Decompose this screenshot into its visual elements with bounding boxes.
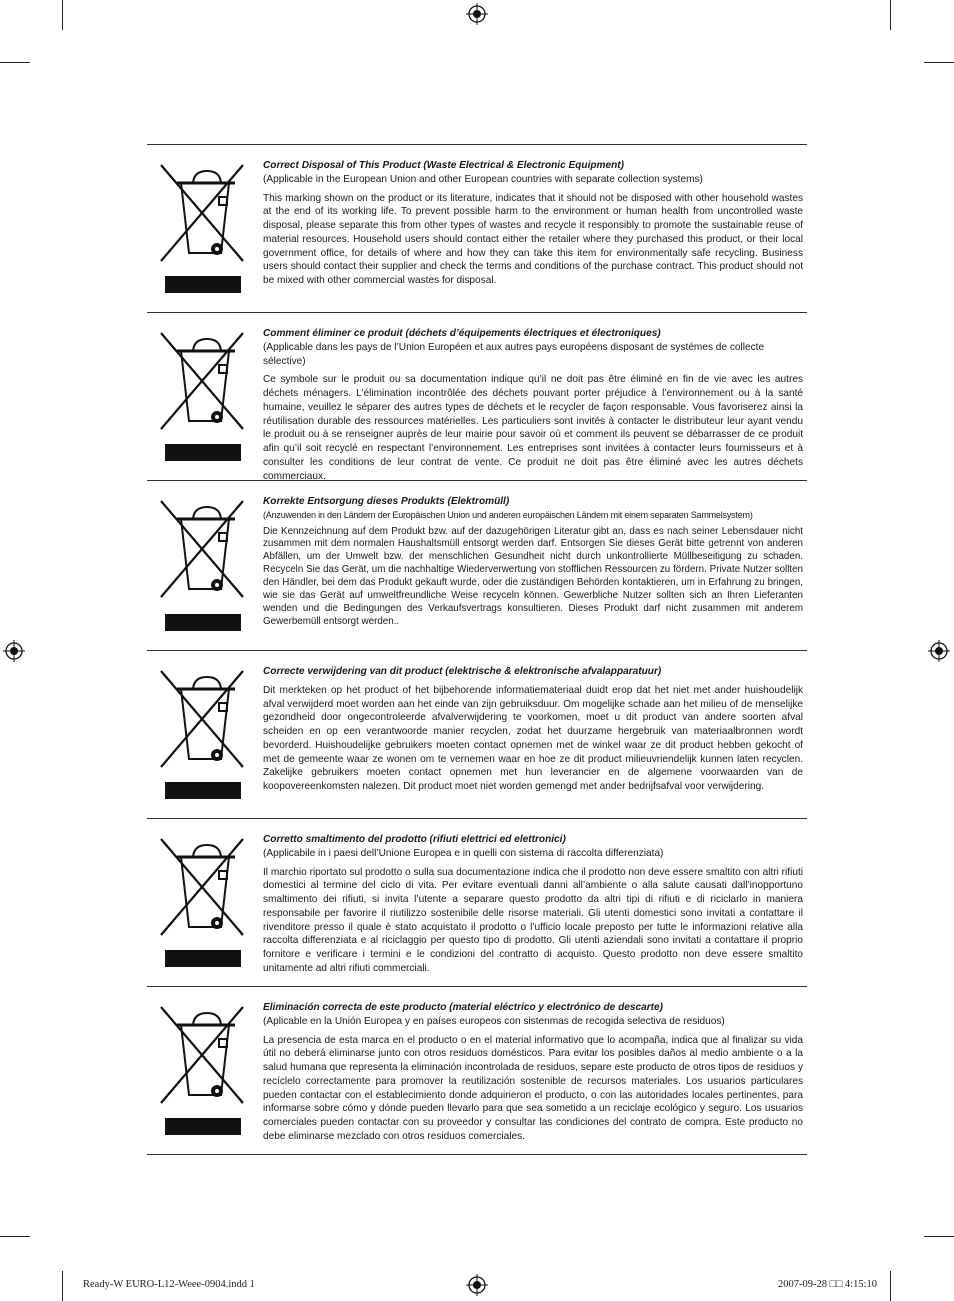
crossed-out-wheelie-bin-icon: [155, 329, 249, 439]
registration-mark-icon: [3, 640, 25, 662]
crossed-out-wheelie-bin-icon: [155, 835, 249, 945]
section-title: Corretto smaltimento del prodotto (rifiuti elettrici ed elettronici): [263, 834, 566, 845]
footer-filename: Ready-W EURO-L12-Weee-0904.indd 1: [83, 1279, 255, 1290]
section-body: Dit merkteken op het product of het bijbehorende informatiemateriaal duidt erop dat het niet met ander huishoudelijk afval verwijderd moet worden aan het einde van zijn gebruiksduur. Om mogelijke schade aan het milieu of de menselijke gezondheid door ongecontroleerde afvalverwijdering te voorkomen, moet u dit product van andere soorten afval scheiden en op een verantwoorde manier recyclen, zodat het duurzame hergebruik van materiaalbronnen wordt bevorderd. Huishoudelijke gebruikers moeten contact opnemen met de winkel waar ze dit product hebben gekocht of met de gemeente waar ze wonen om te vernemen waar en hoe ze dit product milieuvriendelijk kunnen laten recyclen. Zakelijke gebruikers moeten contact opnemen met hun leverancier en de algemene voorwaarden van de koopovereenkomsten nalezen. Dit product moet niet worden gemengd met ander bedrijfsafval voor verwijdering.: [263, 684, 803, 792]
section-body: La presencia de esta marca en el producto o en el material informativo que lo acompaña, indica que al finalizar su vida útil no deberá eliminarse junto con otros residuos domésticos. Para evitar los posibles daños al medio ambiente o a la salud humana que representa la eliminación incontrolada de residuos, separe este producto de otros tipos de residuos y recíclelo correctamente para promover la reutilización sostenible de recursos materiales. Los usuarios particulares pueden contactar con el establecimiento donde adquirieron el producto, o con las autoridades locales pertinentes, para informarse sobre cómo y dónde pueden llevarlo para que sea sometido a un reciclaje ecológico y seguro. Los usuarios comerciales pueden contactar con su proveedor y consultar las condiciones del contrato de compra. Este producto no debe eliminarse mezclado con otros residuos comerciales.: [263, 1034, 803, 1142]
section-text: [263, 833, 807, 986]
symbol-bar: [165, 782, 241, 799]
section-applicability: (Aplicable en la Unión Europea y en países europeos con sistenmas de recogida selectiva de residuos): [263, 1015, 725, 1027]
weee-notice: [147, 144, 807, 1155]
weee-symbol: [147, 159, 263, 312]
crossed-out-wheelie-bin-icon: [155, 667, 249, 777]
section-title: Comment éliminer ce produit (déchets d’équipements électriques et électroniques): [263, 328, 661, 339]
crossed-out-wheelie-bin-icon: [155, 1003, 249, 1113]
section-german: [147, 481, 807, 651]
section-applicability: (Applicabile in i paesi dell’Unione Europea e in quelli con sistema di raccolta differenziata): [263, 847, 664, 859]
section-body: This marking shown on the product or its literature, indicates that it should not be disposed with other household wastes at the end of its working life. To prevent possible harm to the environment or human health from uncontrolled waste disposal, please separate this from other types of wastes and recycle it responsibly to promote the sustainable reuse of material resources. Household users should contact either the retailer where they purchased this product, or their local government office, for details of where and how they can take this item for environmentally safe recycling. Business users should contact their supplier and check the terms and conditions of the purchase contract. This product should not be mixed with other commercial wastes for disposal.: [263, 192, 803, 286]
section-body: Ce symbole sur le produit ou sa documentation indique qu’il ne doit pas être éliminé en fin de vie avec les autres déchets ménagers. L’élimination incontrôlée des déchets pouvant porter préjudice à l’environnement ou à la santé humaine, veuillez le séparer des autres types de déchets et le recycler de façon responsable. Vous favoriserez ainsi la réutilisation durable des ressources matérielles. Les particuliers sont invités à contacter le distributeur leur ayant vendu le produit ou à se renseigner auprès de leur mairie pour savoir où et comment ils peuvent se débarrasser de ce produit afin qu’il soit recyclé en respectant l’environnement. Les entreprises sont invitées à contacter leurs fournisseurs et à consulter les conditions de leur contrat de vente. Ce produit ne doit pas être éliminé avec les autres déchets commerciaux.: [263, 374, 803, 482]
registration-mark-icon: [928, 640, 950, 662]
section-english: [147, 145, 807, 313]
registration-mark-icon: [466, 3, 488, 25]
section-dutch: [147, 651, 807, 819]
crossed-out-wheelie-bin-icon: [155, 497, 249, 607]
section-title: Eliminación correcta de este producto (material eléctrico y electrónico de descarte): [263, 1002, 663, 1013]
weee-symbol: [147, 495, 263, 650]
section-text: [263, 1001, 807, 1154]
section-body: Il marchio riportato sul prodotto o sulla sua documentazione indica che il prodotto non deve essere smaltito con altri rifiuti domestici al termine del ciclo di vita. Per evitare eventuali danni all’ambiente o alla salute causati dall’inopportuno smaltimento dei rifiuti, si invita l’utente a separare questo prodotto da altri tipi di rifiuti e di riciclarlo in maniera responsabile per favorire il riutilizzo sostenibile delle risorse materiali. Gli utenti domestici sono invitati a contattare il rivenditore presso il quale è stato acquistato il prodotto o l’ufficio locale preposto per tutte le informazioni relative alla raccolta differenziata e al riciclaggio per questo tipo di prodotto. Gli utenti aziendali sono invitati a contattare il proprio fornitore e verificare i termini e le condizioni del contratto di acquisto. Questo prodotto non deve essere smaltito unitamente ad altri rifiuti commerciali.: [263, 866, 803, 974]
section-title: Correcte verwijdering van dit product (elektrische & elektronische afvalapparatuur): [263, 666, 662, 677]
symbol-bar: [165, 444, 241, 461]
symbol-bar: [165, 1118, 241, 1135]
section-applicability: (Applicable dans les pays de l’Union Européen et aux autres pays européens disposant de systémes de collecte sélective): [263, 341, 765, 367]
section-text: [263, 159, 807, 312]
crossed-out-wheelie-bin-icon: [155, 161, 249, 271]
section-title: Korrekte Entsorgung dieses Produkts (Elektromüll): [263, 496, 510, 507]
section-text: [263, 665, 807, 818]
section-italian: [147, 819, 807, 987]
weee-symbol: [147, 327, 263, 480]
section-french: [147, 313, 807, 481]
section-body: Die Kennzeichnung auf dem Produkt bzw. auf der dazugehörigen Literatur gibt an, dass es nach seiner Lebensdauer nicht zusammen mit dem normalen Haushaltsmüll entsorgt werden darf. Entsorgen Sie dieses Gerät bitte getrennt von anderen Abfällen, um der Umwelt bzw. der menschlichen Gesundheit nicht durch unkontrollierte Müllbeseitigung zu schaden. Recyceln Sie das Gerät, um die nachhaltige Wiederverwertung von stofflichen Ressourcen zu fördern. Private Nutzer sollten den Händler, bei dem das Produkt gekauft wurde, oder die zuständigen Behörden kontaktieren, um in Erfahrung zu bringen, wie sie das Gerät auf umweltfreundliche Weise recyceln können. Gewerbliche Nutzer sollten sich an Ihren Lieferanten wenden und die Bedingungen des Verkaufsvertrags konsultieren. Dieses Produkt darf nicht zusammen mit anderem Gewerbemüll entsorgt werden..: [263, 525, 803, 627]
section-applicability: (Anzuwenden in den Ländern der Europäischen Union und anderen europäischen Ländern mit einem separaten Sammelsystem): [263, 509, 753, 520]
section-title: Correct Disposal of This Product (Waste Electrical & Electronic Equipment): [263, 160, 625, 171]
weee-symbol: [147, 665, 263, 818]
section-text: [263, 327, 807, 480]
symbol-bar: [165, 614, 241, 631]
section-text: [263, 495, 807, 650]
weee-symbol: [147, 1001, 263, 1154]
symbol-bar: [165, 950, 241, 967]
section-spanish: [147, 987, 807, 1155]
footer-timestamp: 2007-09-28 □□ 4:15:10: [777, 1279, 877, 1290]
registration-mark-icon: [466, 1274, 488, 1296]
symbol-bar: [165, 276, 241, 293]
weee-symbol: [147, 833, 263, 986]
section-applicability: (Applicable in the European Union and other European countries with separate collection systems): [263, 173, 703, 185]
